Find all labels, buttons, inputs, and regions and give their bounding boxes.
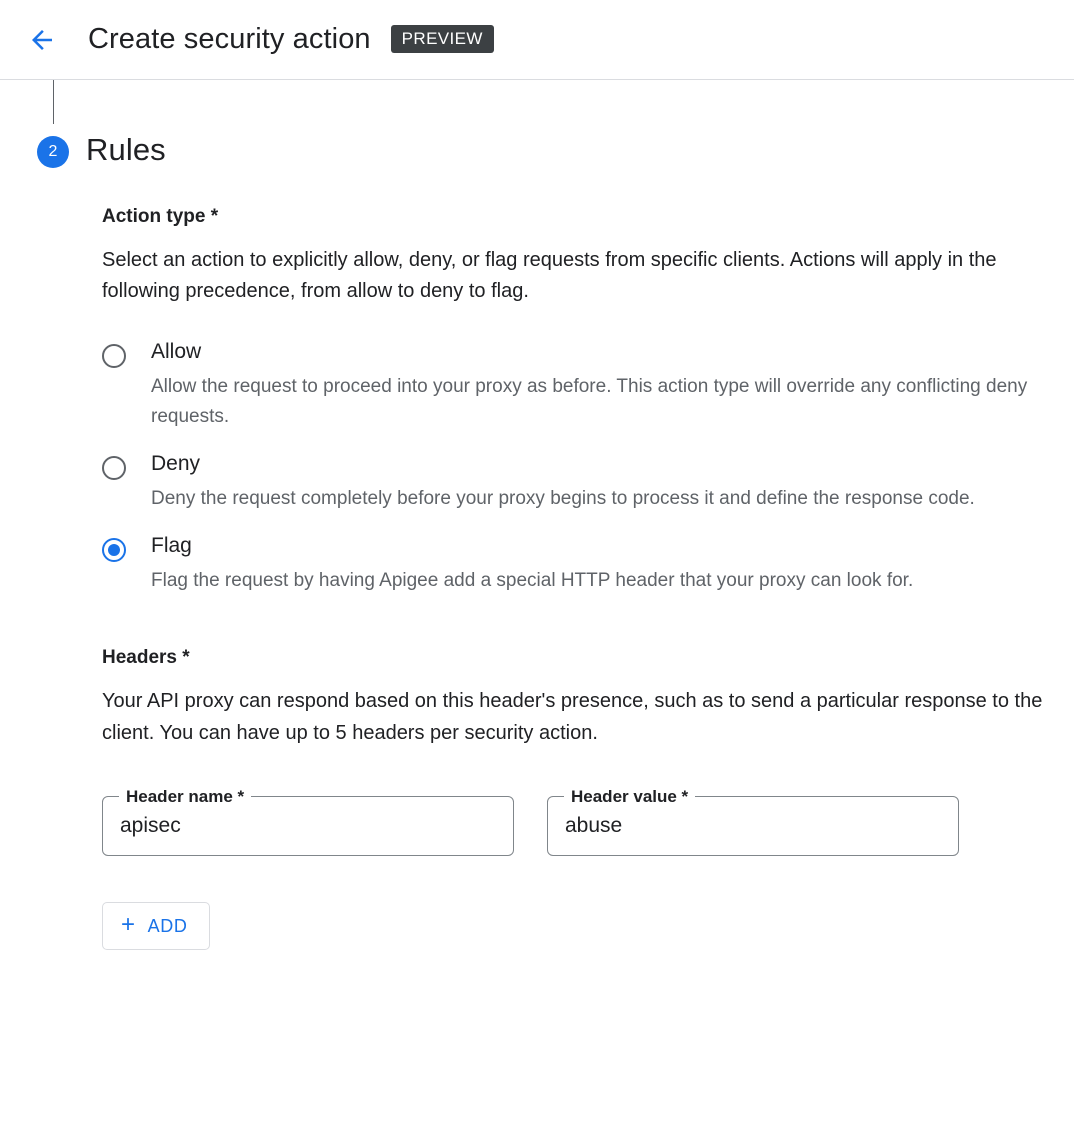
header-name-field-wrapper[interactable]: [102, 788, 514, 856]
back-button[interactable]: [18, 16, 66, 64]
header-value-input[interactable]: [547, 788, 959, 856]
radio-button-flag[interactable]: [102, 538, 126, 562]
page-content: [0, 80, 1074, 950]
radio-help-allow: Allow the request to proceed into your proxy as before. This action type will override any conflicting deny requests.: [151, 376, 1028, 427]
action-type-label: Action type *: [102, 206, 219, 227]
radio-button-deny[interactable]: [102, 456, 126, 480]
stepper-connector-line: [53, 80, 54, 124]
page-title: Create security action: [88, 23, 371, 55]
step-header: [0, 80, 1074, 170]
action-type-description: Select an action to explicitly allow, deny, or flag requests from specific clients. Actions will apply in the following precedence, from allow to deny to flag.: [102, 249, 997, 302]
radio-option-allow[interactable]: [102, 340, 1054, 432]
arrow-left-icon: [27, 25, 57, 55]
headers-description: Your API proxy can respond based on this header's presence, such as to send a particular response to the client. You can have up to 5 headers per security action.: [102, 690, 1043, 744]
headers-input-row: [102, 788, 1054, 856]
step-title: Rules: [86, 132, 166, 167]
radio-label-deny: Deny: [151, 452, 201, 475]
radio-option-flag[interactable]: [102, 534, 1054, 596]
preview-badge: PREVIEW: [391, 25, 494, 53]
radio-button-allow[interactable]: [102, 344, 126, 368]
step-number-badge: 2: [37, 136, 69, 168]
radio-option-deny-body: [151, 452, 975, 514]
radio-help-deny: Deny the request completely before your proxy begins to process it and define the response code.: [151, 488, 975, 509]
plus-icon: +: [121, 911, 136, 938]
radio-option-deny[interactable]: [102, 452, 1054, 514]
radio-option-allow-body: [151, 340, 1051, 432]
radio-help-flag: Flag the request by having Apigee add a special HTTP header that your proxy can look for.: [151, 570, 914, 591]
radio-label-flag: Flag: [151, 534, 192, 557]
header-value-field-wrapper[interactable]: [547, 788, 959, 856]
header-value-label: Header value *: [571, 787, 689, 806]
headers-label: Headers *: [102, 647, 190, 668]
radio-label-allow: Allow: [151, 340, 202, 363]
page-header: [0, 0, 1074, 80]
radio-option-flag-body: [151, 534, 913, 596]
add-header-button-label: ADD: [147, 915, 188, 936]
action-type-radio-group[interactable]: [102, 340, 1054, 596]
rules-section: [0, 206, 1074, 950]
header-name-input[interactable]: [102, 788, 514, 856]
header-name-label: Header name *: [126, 787, 245, 806]
add-header-button[interactable]: [102, 902, 210, 950]
